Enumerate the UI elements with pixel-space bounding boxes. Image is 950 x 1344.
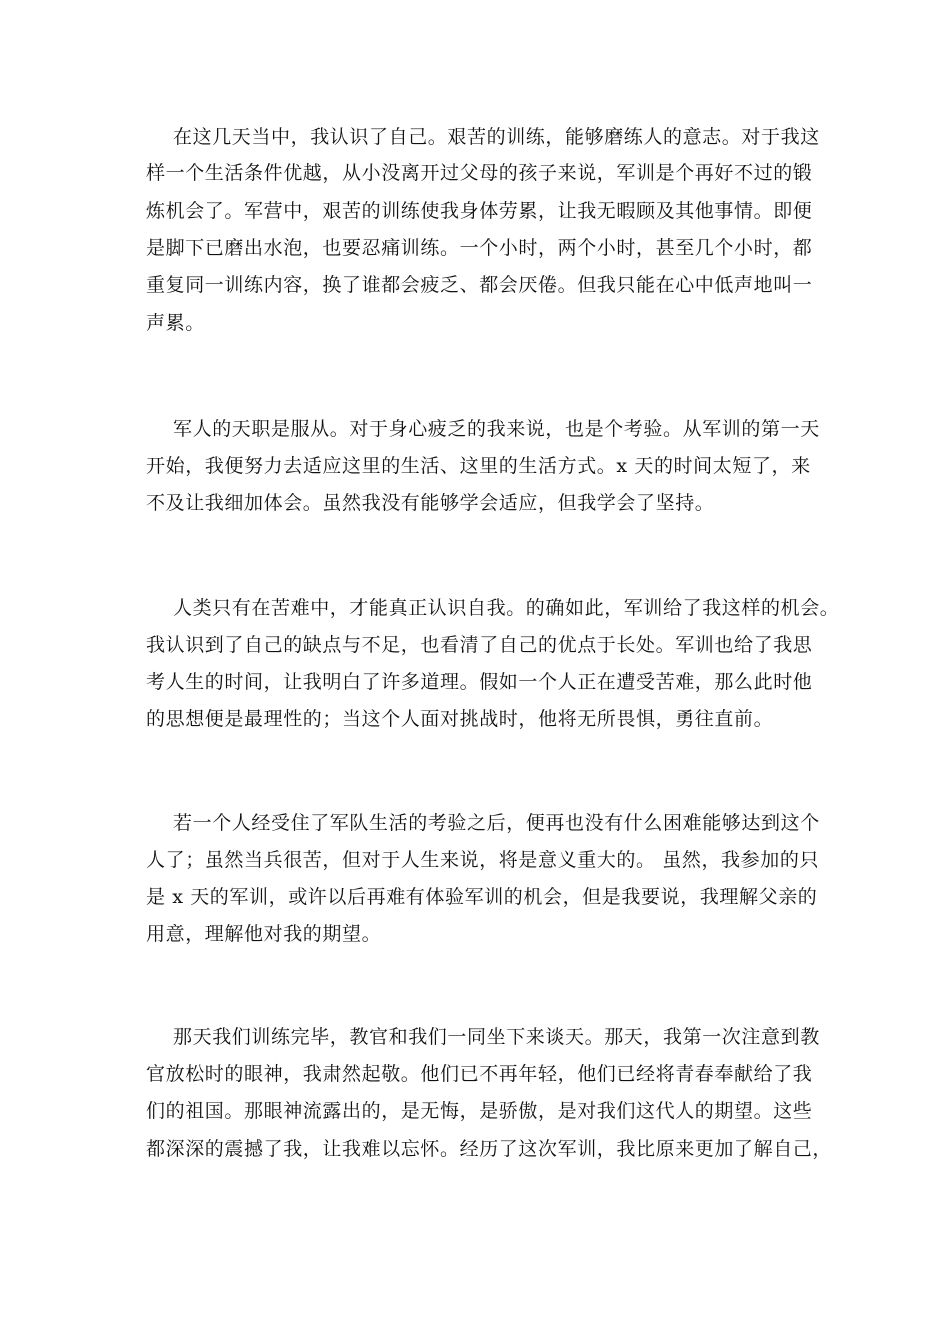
paragraph-4-line-1: 若一个人经受住了军队生活的考验之后，便再也没有什么困难能够达到这个	[173, 812, 820, 834]
paragraph-1-line-2: 样一个生活条件优越，从小没离开过父母的孩子来说，军训是个再好不过的锻	[146, 162, 813, 184]
paragraph-5-line-3: 们的祖国。那眼神流露出的，是无悔，是骄傲，是对我们这代人的期望。这些	[146, 1100, 813, 1122]
paragraph-1-line-1: 在这几天当中，我认识了自己。艰苦的训练，能够磨练人的意志。对于我这	[173, 126, 820, 148]
paragraph-3-line-4: 的思想便是最理性的；当这个人面对挑战时，他将无所畏惧，勇往直前。	[146, 708, 774, 730]
paragraph-4-line-4: 用意，理解他对我的期望。	[146, 923, 382, 945]
paragraph-4-line-3: 是 x 天的军训，或许以后再难有体验军训的机会，但是我要说，我理解父亲的	[146, 886, 818, 908]
paragraph-1-line-3: 炼机会了。军营中，艰苦的训练使我身体劳累，让我无暇顾及其他事情。即便	[146, 200, 813, 222]
paragraph-5-line-4: 都深深的震撼了我，让我难以忘怀。经历了这次军训，我比原来更加了解自己，	[146, 1138, 833, 1160]
paragraph-2-line-1: 军人的天职是服从。对于身心疲乏的我来说，也是个考验。从军训的第一天	[173, 418, 820, 440]
paragraph-2-line-2: 开始，我便努力去适应这里的生活、这里的生活方式。x 天的时间太短了，来	[146, 455, 811, 477]
paragraph-3-line-1: 人类只有在苦难中，才能真正认识自我。的确如此，军训给了我这样的机会。	[173, 597, 840, 619]
paragraph-5-line-1: 那天我们训练完毕，教官和我们一同坐下来谈天。那天，我第一次注意到教	[173, 1026, 820, 1048]
paragraph-4-line-2: 人了；虽然当兵很苦，但对于人生来说，将是意义重大的。 虽然，我参加的只	[146, 849, 820, 871]
paragraph-3-line-3: 考人生的时间，让我明白了许多道理。假如一个人正在遭受苦难，那么此时他	[146, 671, 813, 693]
paragraph-5-line-2: 官放松时的眼神，我肃然起敬。他们已不再年轻，他们已经将青春奉献给了我	[146, 1063, 813, 1085]
paragraph-1-line-4: 是脚下已磨出水泡，也要忍痛训练。一个小时，两个小时，甚至几个小时，都	[146, 237, 813, 259]
paragraph-2-line-3: 不及让我细加体会。虽然我没有能够学会适应，但我学会了坚持。	[146, 492, 715, 514]
paragraph-1-line-6: 声累。	[146, 312, 205, 334]
paragraph-3-line-2: 我认识到了自己的缺点与不足，也看清了自己的优点于长处。军训也给了我思	[146, 634, 813, 656]
paragraph-1-line-5: 重复同一训练内容，换了谁都会疲乏、都会厌倦。但我只能在心中低声地叫一	[146, 274, 813, 296]
